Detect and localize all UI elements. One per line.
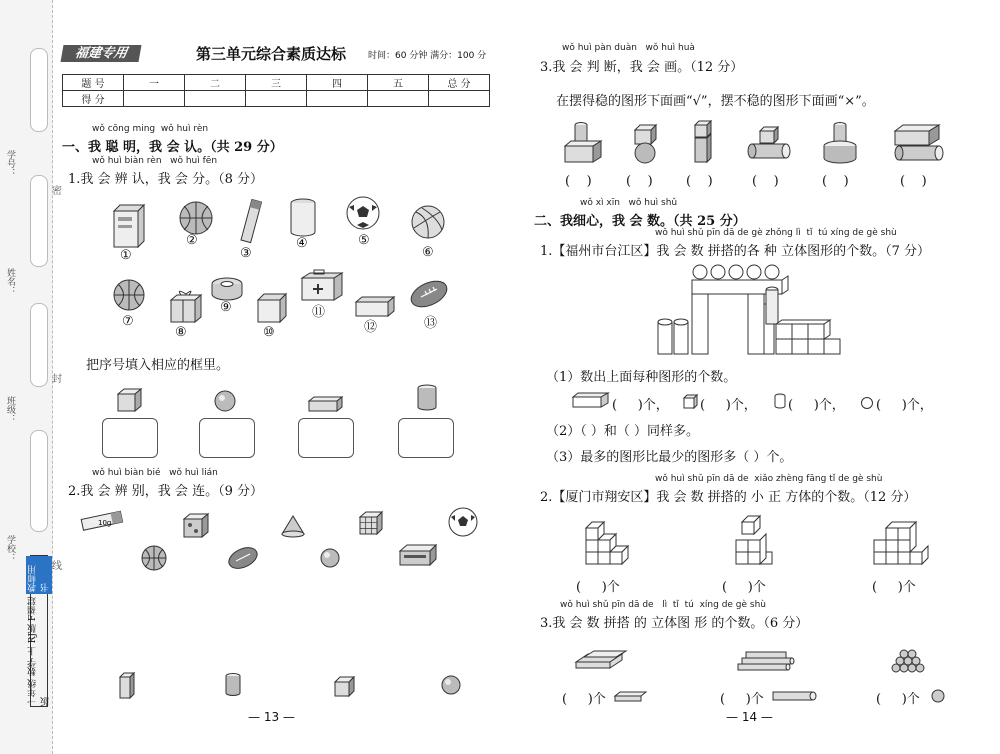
shape-count-answer[interactable]: ( )个	[720, 692, 764, 707]
stack-cube-on-cuboid-icon	[692, 120, 716, 164]
item-number: ⑫	[364, 320, 378, 335]
rugby-ball-icon	[226, 544, 260, 572]
rugby-ball-icon	[408, 277, 450, 311]
student-id-label: 学号：	[5, 150, 15, 177]
answer-paren[interactable]: ( )	[565, 174, 592, 189]
item-number: ①	[120, 248, 132, 263]
sphere-shape-icon	[214, 390, 236, 412]
score-cell: 一	[124, 75, 185, 91]
section2-pinyin: wǒ xì xīn wǒ huì shǔ	[580, 198, 678, 208]
seal-mark-xian: 线	[52, 561, 62, 572]
soccer-ball-icon	[345, 195, 381, 231]
s2q2-pinyin: wǒ huì shǔ pīn dā de xiǎo zhèng fāng tǐ de gè shù	[655, 474, 883, 484]
soccer-ball-icon	[447, 506, 479, 538]
first-aid-kit-icon	[300, 270, 344, 304]
page-title: 第三单元综合素质达标	[196, 45, 347, 63]
glue-stick-icon	[80, 510, 126, 532]
item-number: ⑨	[220, 300, 232, 315]
cube-icon	[334, 676, 356, 698]
item-number: ⑧	[175, 325, 187, 340]
section1-heading: 一、我 聪 明，我 会 认。（共 29 分）	[62, 140, 283, 155]
cylinder-icon	[224, 672, 242, 698]
cylinder-shape-icon	[416, 384, 438, 412]
score-cell: 得 分	[63, 91, 124, 107]
name-label: 姓名：	[5, 268, 15, 295]
q3-heading: 3.我 会 判 断，我 会 画。（12 分）	[540, 60, 744, 75]
item-number: ⑤	[358, 233, 370, 248]
cube-stack-diagram	[584, 512, 628, 566]
stacked-cylinders-diagram	[736, 650, 796, 674]
s2q1-heading: 1.【福州市台江区】我 会 数 拼搭的各 种 立体图形的个数。（7 分）	[540, 244, 930, 259]
score-input-cell[interactable]	[429, 91, 490, 107]
cube-icon	[256, 292, 288, 324]
score-cell: 二	[185, 75, 246, 91]
answer-box-cube[interactable]	[102, 418, 158, 458]
q1-heading: 1.我 会 辨 认，我 会 分。（8 分）	[68, 172, 263, 187]
item-number: ②	[186, 233, 198, 248]
score-cell: 总 分	[429, 75, 490, 91]
school-label: 学校：	[5, 535, 15, 562]
score-cell: 题 号	[63, 75, 124, 91]
s2q1-pinyin: wǒ huì shǔ pīn dā de gè zhǒng lì tǐ tú xíng de gè shù	[655, 228, 897, 238]
binding-margin	[0, 0, 53, 754]
item-number: ⑬	[424, 316, 438, 331]
basketball-icon	[140, 544, 168, 572]
section2-heading: 二、我细心，我 会 数。（共 25 分）	[534, 214, 746, 229]
rubiks-cube-icon	[182, 512, 210, 540]
score-table	[62, 74, 490, 107]
stack-cube-on-sphere-icon	[632, 124, 660, 164]
cuboid-count-icon	[572, 392, 610, 408]
s2q1-part1: （1）数出上面每种图形的个数。	[546, 370, 737, 385]
stack-cylinder-on-cube-icon	[563, 120, 603, 164]
grid-cube-icon	[358, 510, 384, 536]
class-box	[30, 303, 48, 387]
glue-label: 10g	[98, 519, 112, 527]
answer-paren[interactable]: ( )	[822, 174, 849, 189]
seal-mark-mi: 密	[52, 186, 62, 197]
count-cuboid-answer[interactable]: ( )个，	[612, 398, 669, 413]
computer-case-icon	[110, 205, 146, 249]
cuboid-shape-icon	[308, 396, 344, 412]
class-label: 班级：	[5, 396, 15, 423]
stacked-spheres-diagram	[890, 650, 930, 674]
exam-meta: 时间：60 分钟 满分：100 分	[368, 51, 487, 61]
s2q1-part3: （3）最多的图形比最少的图形多（ ）个。	[546, 450, 793, 465]
score-input-cell[interactable]	[185, 91, 246, 107]
pencil-case-icon	[398, 542, 438, 570]
s2q3-heading: 3.我 会 数 拼搭 的 立体图 形 的个数。（6 分）	[540, 616, 809, 631]
cylinder-can-icon	[288, 198, 318, 238]
score-cell: 四	[307, 75, 368, 91]
score-input-cell[interactable]	[246, 91, 307, 107]
score-input-cell[interactable]	[368, 91, 429, 107]
cube-shape-icon	[117, 388, 143, 412]
q2-heading: 2.我 会 辨 别，我 会 连。（9 分）	[68, 484, 263, 499]
answer-box-sphere[interactable]	[199, 418, 255, 458]
cuboid-block-icon	[354, 296, 396, 318]
cylinder-unit-icon	[772, 690, 818, 702]
shape-count-answer[interactable]: ( )个	[562, 692, 606, 707]
sphere-icon	[440, 674, 462, 696]
item-number: ⑥	[422, 245, 434, 260]
answer-box-cylinder[interactable]	[398, 418, 454, 458]
q2-pinyin: wǒ huì biàn bié wǒ huì lián	[92, 468, 218, 478]
s2q2-heading: 2.【厦门市翔安区】我 会 数 拼搭的 小 正 方体的个数。（12 分）	[540, 490, 917, 505]
answer-paren[interactable]: ( )	[752, 174, 779, 189]
sphere-unit-icon	[930, 688, 946, 704]
cylinder-count-icon	[773, 393, 787, 409]
score-cell: 五	[368, 75, 429, 91]
teacher-edition-tag: 教师用书	[26, 556, 52, 594]
fill-instruction: 把序号填入相应的框里。	[86, 358, 230, 373]
stacked-cuboids-diagram	[574, 650, 630, 674]
q1-pinyin: wǒ huì biàn rèn wǒ huì fēn	[92, 156, 218, 166]
page-number-right: — 14 —	[726, 710, 773, 724]
q3-instruction: 在摆得稳的图形下面画“√”，摆不稳的图形下面画“×”。	[556, 94, 875, 109]
answer-paren[interactable]: ( )	[900, 174, 927, 189]
name-box	[30, 175, 48, 267]
q3-pinyin: wǒ huì pàn duàn wǒ huì huà	[562, 43, 695, 53]
cube-count-answer[interactable]: ( )个	[576, 580, 620, 595]
glue-stick-icon	[240, 198, 262, 246]
stack-cuboid-on-cylinder-icon	[893, 124, 949, 164]
cube-stack-diagram	[734, 512, 778, 566]
s2q3-pinyin: wǒ huì shǔ pīn dā de lì tǐ tú xíng de gè shù	[560, 600, 767, 610]
block-structure-diagram	[656, 264, 846, 356]
score-table-header-row	[63, 75, 490, 91]
volleyball-icon	[410, 204, 446, 240]
student-id-box	[30, 48, 48, 132]
cube-count-icon	[683, 394, 699, 410]
gift-box-icon	[168, 290, 202, 324]
tape-roll-icon	[210, 276, 244, 302]
funnel-cone-icon	[280, 514, 306, 538]
school-box	[30, 430, 48, 532]
item-number: ④	[296, 236, 308, 251]
item-number: ③	[240, 246, 252, 261]
score-input-cell[interactable]	[307, 91, 368, 107]
item-number: ⑩	[263, 325, 275, 340]
cube-count-answer[interactable]: ( )个	[722, 580, 766, 595]
region-badge: 福建专用	[61, 45, 142, 62]
ball-icon	[318, 546, 342, 570]
stack-cylinder-on-cylinder-icon	[822, 120, 862, 164]
cube-count-answer[interactable]: ( )个	[872, 580, 916, 595]
page-number-left: — 13 —	[248, 710, 295, 724]
section1-pinyin: wǒ cōng ming wǒ huì rèn	[92, 124, 209, 134]
book-strip-text: 一年级 数学 上 RJ版 F福建版	[28, 596, 51, 706]
book-strip	[28, 555, 51, 707]
seal-mark-feng: 封	[52, 374, 62, 385]
cuboid-prism-icon	[118, 672, 136, 700]
cuboid-unit-icon	[614, 690, 648, 702]
answer-paren[interactable]: ( )	[686, 174, 713, 189]
stack-cube-on-cylinder-icon	[748, 126, 794, 162]
cube-stack-diagram	[872, 512, 936, 566]
shape-count-answer[interactable]: ( )个	[876, 692, 920, 707]
count-cube-answer[interactable]: ( )个，	[700, 398, 757, 413]
score-table-score-row	[63, 91, 490, 107]
basketball-icon	[112, 278, 146, 312]
count-cylinder-answer[interactable]: ( )个，	[788, 398, 845, 413]
basketball-icon	[178, 200, 214, 236]
score-cell: 三	[246, 75, 307, 91]
score-input-cell[interactable]	[124, 91, 185, 107]
s2q1-part2: （2）（ ）和（ ）同样多。	[546, 424, 700, 439]
item-number: ⑦	[122, 314, 134, 329]
item-number: ⑪	[312, 305, 326, 320]
answer-box-cuboid[interactable]	[298, 418, 354, 458]
answer-paren[interactable]: ( )	[626, 174, 653, 189]
sphere-count-icon	[860, 396, 874, 410]
count-sphere-answer[interactable]: ( )个，	[876, 398, 933, 413]
